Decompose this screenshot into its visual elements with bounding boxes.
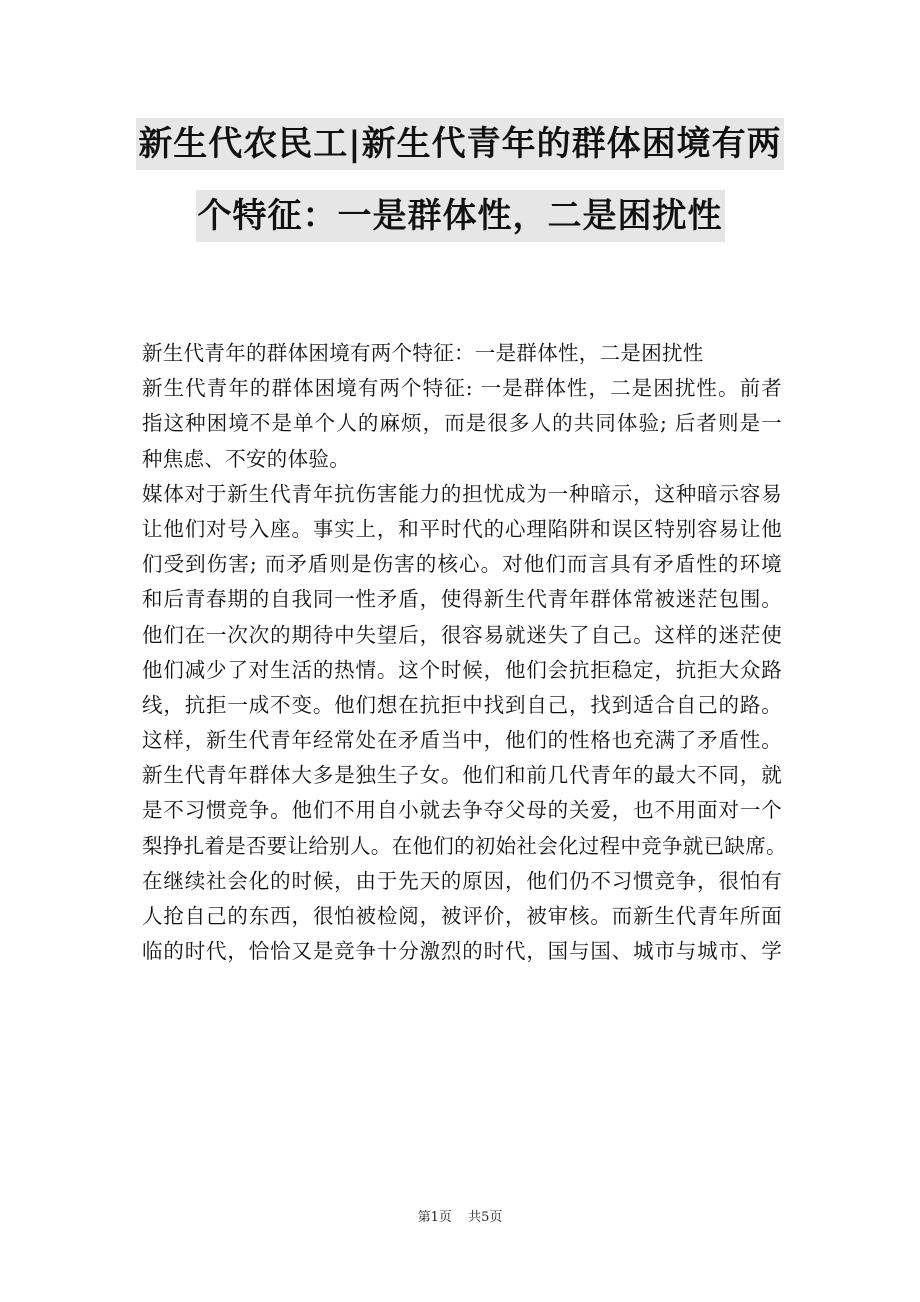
text-line: 梨挣扎着是否要让给别人。在他们的初始社会化过程中竞争就已缺席。 xyxy=(142,833,787,858)
text-line: 线，抗拒一成不变。他们想在抗拒中找到自己，找到适合自己的路。 xyxy=(142,692,782,717)
text-line: 是不习惯竞争。他们不用自小就去争夺父母的关爱，也不用面对一个 xyxy=(142,798,782,823)
text-line: 临的时代，恰恰又是竞争十分激烈的时代，国与国、城市与城市、学 xyxy=(142,939,782,964)
text-line: 这样，新生代青年经常处在矛盾当中，他们的性格也充满了矛盾性。 xyxy=(142,728,782,753)
text-line: 和后青春期的自我同一性矛盾，使得新生代青年群体常被迷茫包围。 xyxy=(142,587,782,612)
text-line: 让他们对号入座。事实上，和平时代的心理陷阱和误区特别容易让他 xyxy=(142,516,782,541)
text-line: 他们减少了对生活的热情。这个时候，他们会抗拒稳定，抗拒大众路 xyxy=(142,657,782,682)
text-line: 新生代青年的群体困境有两个特征：一是群体性，二是困扰性 xyxy=(142,341,704,365)
text-line: 在继续社会化的时候，由于先天的原因，他们仍不习惯竞争，很怕有 xyxy=(142,868,782,893)
text-line: 新生代青年的群体困境有两个特征: 一是群体性，二是困扰性。前者 xyxy=(142,376,782,401)
text-line: 指这种困境不是单个人的麻烦，而是很多人的共同体验; 后者则是一 xyxy=(142,411,782,436)
text-line: 种焦虑、不安的体验。 xyxy=(142,446,350,471)
page-number: 第1页 xyxy=(417,1210,452,1225)
document-body xyxy=(142,336,787,969)
page-total: 共5页 xyxy=(468,1210,503,1225)
text-line: 们受到伤害; 而矛盾则是伤害的核心。对他们而言具有矛盾性的环境 xyxy=(142,552,782,577)
text-line: 人抢自己的东西，很怕被检阅，被评价，被审核。而新生代青年所面 xyxy=(142,904,782,928)
page-footer xyxy=(0,1206,920,1225)
text-line: 他们在一次次的期待中失望后，很容易就迷失了自己。这样的迷茫使 xyxy=(142,622,782,647)
title-line-2: 个特征：一是群体性，二是困扰性 xyxy=(196,190,725,242)
text-line: 媒体对于新生代青年抗伤害能力的担忧成为一种暗示，这种暗示容易 xyxy=(142,481,782,506)
document-title xyxy=(0,118,920,242)
text-line: 新生代青年群体大多是独生子女。他们和前几代青年的最大不同，就 xyxy=(142,763,782,788)
title-line-1: 新生代农民工|新生代青年的群体困境有两 xyxy=(136,118,783,170)
